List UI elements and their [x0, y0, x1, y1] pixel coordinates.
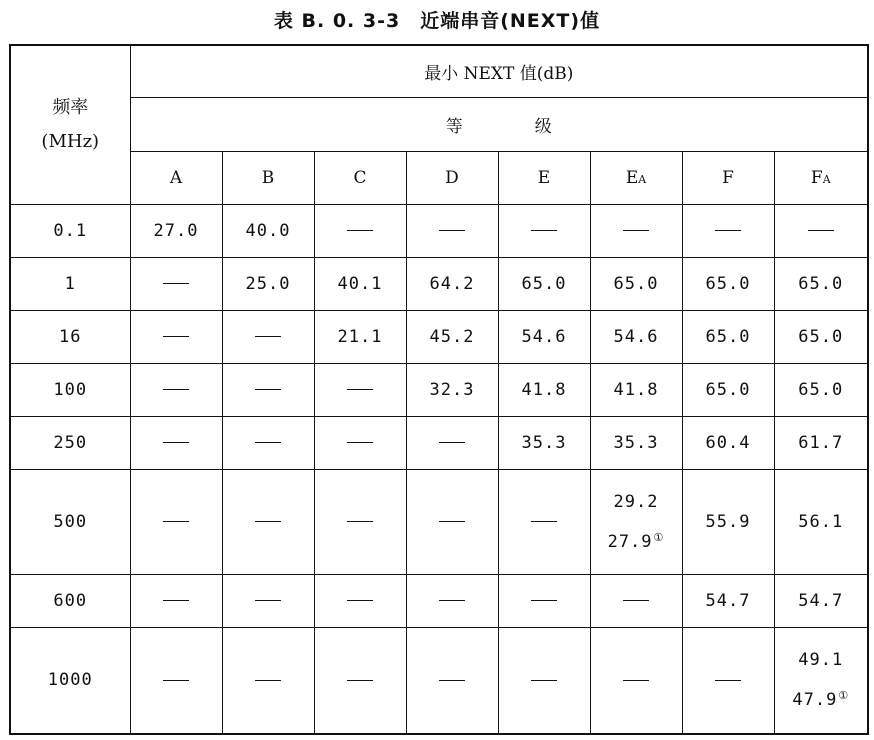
- value-cell: 54.7: [682, 574, 774, 627]
- value-cell: 65.0: [774, 363, 868, 416]
- freq-cell: 16: [10, 310, 130, 363]
- dash-mark: [163, 521, 189, 522]
- value-cell: 54.7: [774, 574, 868, 627]
- dash-mark: [255, 680, 281, 681]
- value-cell: 45.2: [406, 310, 498, 363]
- dash-mark: [255, 442, 281, 443]
- dash-mark: [347, 442, 373, 443]
- dash-mark: [347, 389, 373, 390]
- dash-mark: [255, 521, 281, 522]
- dash-mark: [347, 230, 373, 231]
- dash-mark: [255, 600, 281, 601]
- class-letter: F: [722, 167, 734, 188]
- dash-mark: [347, 521, 373, 522]
- dash-mark: [163, 283, 189, 284]
- empty-value-cell: [406, 574, 498, 627]
- dash-mark: [163, 680, 189, 681]
- empty-value-cell: [222, 574, 314, 627]
- empty-value-cell: [406, 416, 498, 469]
- empty-value-cell: [498, 469, 590, 574]
- value-cell: 32.3: [406, 363, 498, 416]
- dash-mark: [439, 230, 465, 231]
- freq-cell: 250: [10, 416, 130, 469]
- class-header-f: [682, 151, 774, 204]
- freq-cell: 0.1: [10, 204, 130, 257]
- table-row: [10, 363, 868, 416]
- empty-value-cell: [222, 469, 314, 574]
- empty-value-cell: [590, 574, 682, 627]
- class-header-c: [314, 151, 406, 204]
- empty-value-cell: [406, 627, 498, 734]
- empty-value-cell: [314, 469, 406, 574]
- value-cell: 65.0: [774, 310, 868, 363]
- empty-value-cell: [130, 574, 222, 627]
- value-cell: 35.3: [498, 416, 590, 469]
- class-letter: B: [261, 167, 275, 188]
- freq-label: 频率: [52, 96, 89, 118]
- empty-value-cell: [590, 204, 682, 257]
- footnote-marker: ①: [838, 689, 850, 703]
- empty-value-cell: [498, 627, 590, 734]
- value-cell: 54.6: [498, 310, 590, 363]
- freq-cell: 100: [10, 363, 130, 416]
- freq-cell: 500: [10, 469, 130, 574]
- class-header-b: [222, 151, 314, 204]
- value-cell: 65.0: [774, 257, 868, 310]
- value-cell: 55.9: [682, 469, 774, 574]
- value-cell: 21.1: [314, 310, 406, 363]
- value-cell: 25.0: [222, 257, 314, 310]
- dash-mark: [255, 336, 281, 337]
- table-row: [10, 469, 868, 574]
- empty-value-cell: [406, 204, 498, 257]
- freq-cell: 1000: [10, 627, 130, 734]
- empty-value-cell: [222, 363, 314, 416]
- value-cell: 40.0: [222, 204, 314, 257]
- dash-mark: [347, 600, 373, 601]
- freq-unit: (MHz): [41, 130, 100, 152]
- table-row: [10, 416, 868, 469]
- freq-cell: 600: [10, 574, 130, 627]
- table-row: [10, 204, 868, 257]
- dash-mark: [623, 230, 649, 231]
- empty-value-cell: [590, 627, 682, 734]
- empty-value-cell: [222, 627, 314, 734]
- value-cell: 65.0: [682, 363, 774, 416]
- empty-value-cell: [498, 574, 590, 627]
- table-row: [10, 627, 868, 734]
- dash-mark: [531, 600, 557, 601]
- empty-value-cell: [222, 416, 314, 469]
- empty-value-cell: [130, 310, 222, 363]
- class-letter: E: [625, 167, 639, 188]
- value-cell: 27.0: [130, 204, 222, 257]
- value-line: 29.2: [613, 491, 659, 512]
- value-cell: [590, 469, 682, 574]
- dash-mark: [531, 521, 557, 522]
- value-cell: 65.0: [682, 257, 774, 310]
- dash-mark: [163, 600, 189, 601]
- empty-value-cell: [222, 310, 314, 363]
- empty-value-cell: [314, 627, 406, 734]
- value-cell: 40.1: [314, 257, 406, 310]
- value-cell: 65.0: [498, 257, 590, 310]
- empty-value-cell: [498, 204, 590, 257]
- empty-value-cell: [314, 416, 406, 469]
- dash-mark: [439, 442, 465, 443]
- dash-mark: [623, 600, 649, 601]
- empty-value-cell: [314, 363, 406, 416]
- class-header-row: [10, 151, 868, 204]
- footnote-marker: ①: [653, 530, 665, 544]
- value-cell: 64.2: [406, 257, 498, 310]
- freq-header: [10, 45, 130, 204]
- empty-value-cell: [314, 574, 406, 627]
- class-letter: F: [810, 167, 823, 188]
- table-row: [10, 257, 868, 310]
- table-title: 表 B. 0. 3-3 近端串音(NEXT)值: [273, 10, 601, 32]
- class-header-d: [406, 151, 498, 204]
- dash-mark: [255, 389, 281, 390]
- value-cell: 41.8: [590, 363, 682, 416]
- empty-value-cell: [130, 363, 222, 416]
- grade-char: 等: [445, 116, 463, 137]
- value-cell: 54.6: [590, 310, 682, 363]
- value-cell: 60.4: [682, 416, 774, 469]
- empty-value-cell: [130, 257, 222, 310]
- empty-value-cell: [130, 469, 222, 574]
- value-cell: 56.1: [774, 469, 868, 574]
- class-letter: A: [169, 167, 183, 188]
- next-table: [9, 44, 869, 735]
- empty-value-cell: [406, 469, 498, 574]
- empty-value-cell: [682, 204, 774, 257]
- value-line: 49.1: [798, 650, 844, 671]
- value-cell: 65.0: [682, 310, 774, 363]
- class-header-a: [130, 151, 222, 204]
- table-row: [10, 310, 868, 363]
- dash-mark: [623, 680, 649, 681]
- grade-char: 级: [534, 116, 552, 137]
- table-row: [10, 574, 868, 627]
- dash-mark: [439, 680, 465, 681]
- empty-value-cell: [130, 627, 222, 734]
- value-cell: 41.8: [498, 363, 590, 416]
- value-cell: [774, 627, 868, 734]
- dash-mark: [808, 230, 834, 231]
- dash-mark: [347, 680, 373, 681]
- class-header-ea: [590, 151, 682, 204]
- dash-mark: [163, 442, 189, 443]
- grade-header: [130, 97, 868, 151]
- class-subscript: A: [638, 172, 647, 186]
- dash-mark: [439, 521, 465, 522]
- value-line: 47.9①: [792, 689, 850, 711]
- empty-value-cell: [314, 204, 406, 257]
- class-letter: E: [537, 167, 551, 188]
- dash-mark: [163, 336, 189, 337]
- dash-mark: [715, 680, 741, 681]
- value-cell: 65.0: [590, 257, 682, 310]
- class-letter: D: [445, 167, 459, 188]
- empty-value-cell: [130, 416, 222, 469]
- empty-value-cell: [682, 627, 774, 734]
- class-letter: C: [353, 167, 367, 188]
- value-line: 27.9①: [607, 530, 665, 552]
- dash-mark: [715, 230, 741, 231]
- empty-value-cell: [774, 204, 868, 257]
- min-next-header: 最小 NEXT 值(dB): [130, 45, 868, 97]
- dash-mark: [163, 389, 189, 390]
- class-header-fa: [774, 151, 868, 204]
- freq-cell: 1: [10, 257, 130, 310]
- dash-mark: [531, 680, 557, 681]
- class-subscript: A: [822, 172, 831, 186]
- dash-mark: [439, 600, 465, 601]
- dash-mark: [531, 230, 557, 231]
- value-cell: 35.3: [590, 416, 682, 469]
- class-header-e: [498, 151, 590, 204]
- value-cell: 61.7: [774, 416, 868, 469]
